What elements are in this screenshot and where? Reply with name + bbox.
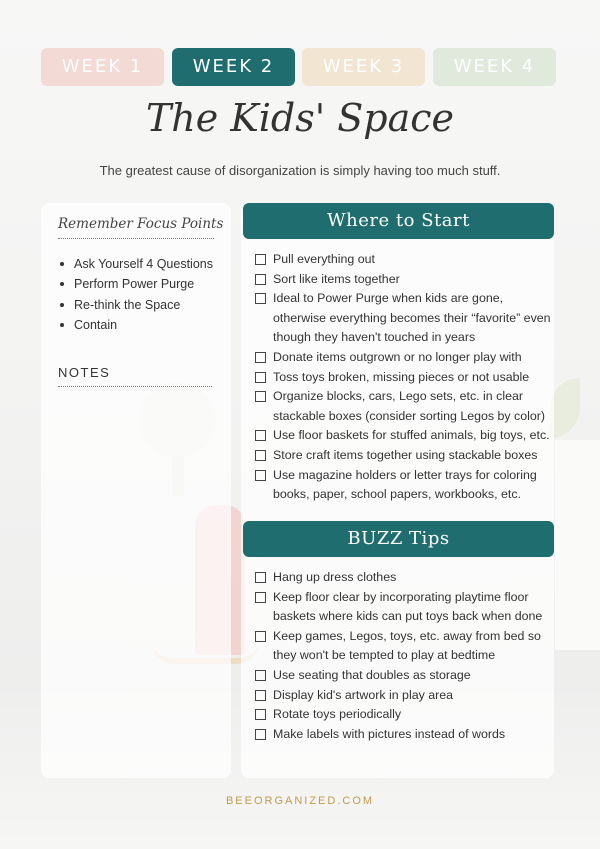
checklist-item[interactable]: Hang up dress clothes <box>255 568 553 588</box>
footer-website[interactable]: BEEORGANIZED.COM <box>225 795 375 807</box>
tab-week-1[interactable]: WEEK 1 <box>41 48 164 86</box>
checklist-item[interactable]: Keep games, Legos, toys, etc. away from bed so they won't be tempted to play at bedtime <box>255 627 553 666</box>
checklist-item[interactable]: Organize blocks, cars, Lego sets, etc. in clear stackable boxes (consider sorting Legos by color) <box>255 387 553 426</box>
page-subtitle: The greatest cause of disorganization is simply having too much stuff. <box>99 163 501 178</box>
tab-week-3[interactable]: WEEK 3 <box>302 48 425 86</box>
checklist-item[interactable]: Use seating that doubles as storage <box>255 666 553 686</box>
week-tabs <box>41 48 556 86</box>
tab-week-2-active[interactable]: WEEK 2 <box>172 48 295 86</box>
focus-points-list <box>57 254 213 336</box>
checklist-item[interactable]: Toss toys broken, missing pieces or not usable <box>255 368 553 388</box>
checklist-item[interactable]: Ideal to Power Purge when kids are gone, otherwise everything becomes their “favorite” even though they haven't touched in years <box>255 289 553 348</box>
checklist-item[interactable]: Donate items outgrown or no longer play with <box>255 348 553 368</box>
checklist-item[interactable]: Store craft items together using stackable boxes <box>255 446 553 466</box>
list-item: Ask Yourself 4 Questions <box>57 254 213 274</box>
checklist-item[interactable]: Pull everything out <box>255 250 553 270</box>
buzz-tips-checklist <box>255 568 553 744</box>
background-cabinet <box>555 440 600 650</box>
background-plant <box>550 378 580 438</box>
focus-points-title: Remember Focus Points <box>58 216 214 239</box>
checklist-item[interactable]: Display kid's artwork in play area <box>255 686 553 706</box>
checklist-item[interactable]: Sort like items together <box>255 270 553 290</box>
checklist-item[interactable]: Use magazine holders or letter trays for coloring books, paper, school papers, workbooks, etc. <box>255 466 553 505</box>
sidebar-card <box>41 203 231 778</box>
checklist-item[interactable]: Rotate toys periodically <box>255 705 553 725</box>
checklist-item[interactable]: Make labels with pictures instead of words <box>255 725 553 745</box>
content-card <box>241 203 554 778</box>
buzz-tips-header: BUZZ Tips <box>243 521 554 557</box>
page-title: The Kids' Space <box>145 96 455 140</box>
checklist-item[interactable]: Use floor baskets for stuffed animals, big toys, etc. <box>255 426 553 446</box>
where-to-start-header: Where to Start <box>243 203 554 239</box>
list-item: Perform Power Purge <box>57 274 213 294</box>
notes-title: NOTES <box>58 365 212 387</box>
checklist-item[interactable]: Keep floor clear by incorporating playtime floor baskets where kids can put toys back when done <box>255 588 553 627</box>
list-item: Contain <box>57 315 213 335</box>
tab-week-4[interactable]: WEEK 4 <box>433 48 556 86</box>
where-to-start-checklist <box>255 250 553 505</box>
list-item: Re-think the Space <box>57 295 213 315</box>
